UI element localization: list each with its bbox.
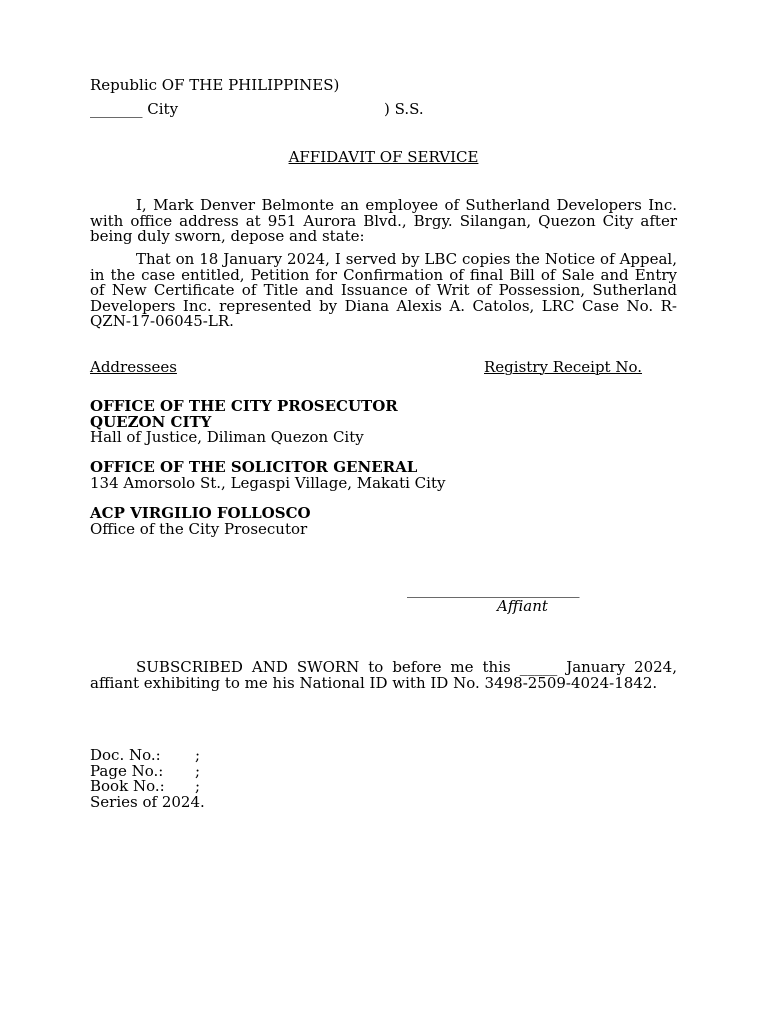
addressee-acp — [90, 506, 311, 537]
jurat-line: affiant exhibiting to me his National ID with ID No. 3498-2509-4024-1842. — [90, 673, 658, 692]
register-separator: ; — [195, 777, 201, 795]
addressee-address: Office of the City Prosecutor — [90, 519, 308, 538]
service-line: QZN-17-06045-LR. — [90, 312, 234, 330]
service-line: in the case entitled, Petition for Confirmation of final Bill of Sale and Entry — [90, 265, 677, 284]
document-title-text: AFFIDAVIT OF SERVICE — [288, 148, 479, 166]
intro-line: I, Mark Denver Belmonte an employee of Sutherland Developers Inc. — [136, 196, 677, 214]
register-label: Book No.: — [90, 777, 165, 795]
addressees-header — [90, 360, 177, 376]
document-title — [90, 150, 677, 166]
addressee-address: 134 Amorsolo St., Legaspi Village, Makati City — [90, 473, 446, 492]
register-label: Doc. No.: — [90, 746, 161, 764]
jurat-line: SUBSCRIBED AND SWORN to before me this _____ January 2024, — [136, 658, 677, 676]
registry-receipt-header — [484, 360, 642, 376]
addressees-header-text: Addressees — [90, 358, 177, 376]
addressee-name: QUEZON CITY — [90, 412, 212, 431]
signature-line: _______________________ — [407, 580, 580, 598]
jurat-paragraph — [90, 660, 677, 691]
register-separator: ; — [195, 746, 201, 764]
addressee-name: ACP VIRGILIO FOLLOSCO — [90, 504, 311, 522]
venue-ss-marker: ) S.S. — [384, 100, 424, 118]
register-label: Page No.: — [90, 761, 164, 780]
notarial-register — [90, 748, 310, 810]
addressee-address: Hall of Justice, Diliman Quezon City — [90, 428, 364, 446]
intro-line: being duly sworn, depose and state: — [90, 227, 365, 245]
signature-caption: Affiant — [497, 597, 548, 615]
register-series — [90, 792, 310, 811]
service-line: Developers Inc. represented by Diana Alexis A. Catolos, LRC Case No. R- — [90, 296, 677, 315]
intro-line: with office address at 951 Aurora Blvd., Brgy. Silangan, Quezon City after — [90, 211, 677, 230]
registry-receipt-header-text: Registry Receipt No. — [484, 358, 643, 376]
register-separator: ; — [195, 761, 201, 780]
service-line: That on 18 January 2024, I served by LBC copies the Notice of Appeal, — [136, 250, 677, 268]
addressee-city-prosecutor — [90, 399, 398, 446]
venue-republic-line: Republic OF THE PHILIPPINES) — [90, 76, 340, 94]
venue-city-line: _______ City — [90, 100, 179, 118]
service-paragraph — [90, 252, 677, 330]
addressee-solicitor-general — [90, 460, 445, 491]
addressee-name: OFFICE OF THE CITY PROSECUTOR — [90, 397, 398, 415]
register-series-text: Series of 2024. — [90, 792, 205, 811]
service-line: of New Certificate of Title and Issuance of Writ of Possession, Sutherland — [90, 281, 677, 299]
intro-paragraph — [90, 198, 677, 245]
addressee-name: OFFICE OF THE SOLICITOR GENERAL — [90, 458, 418, 476]
